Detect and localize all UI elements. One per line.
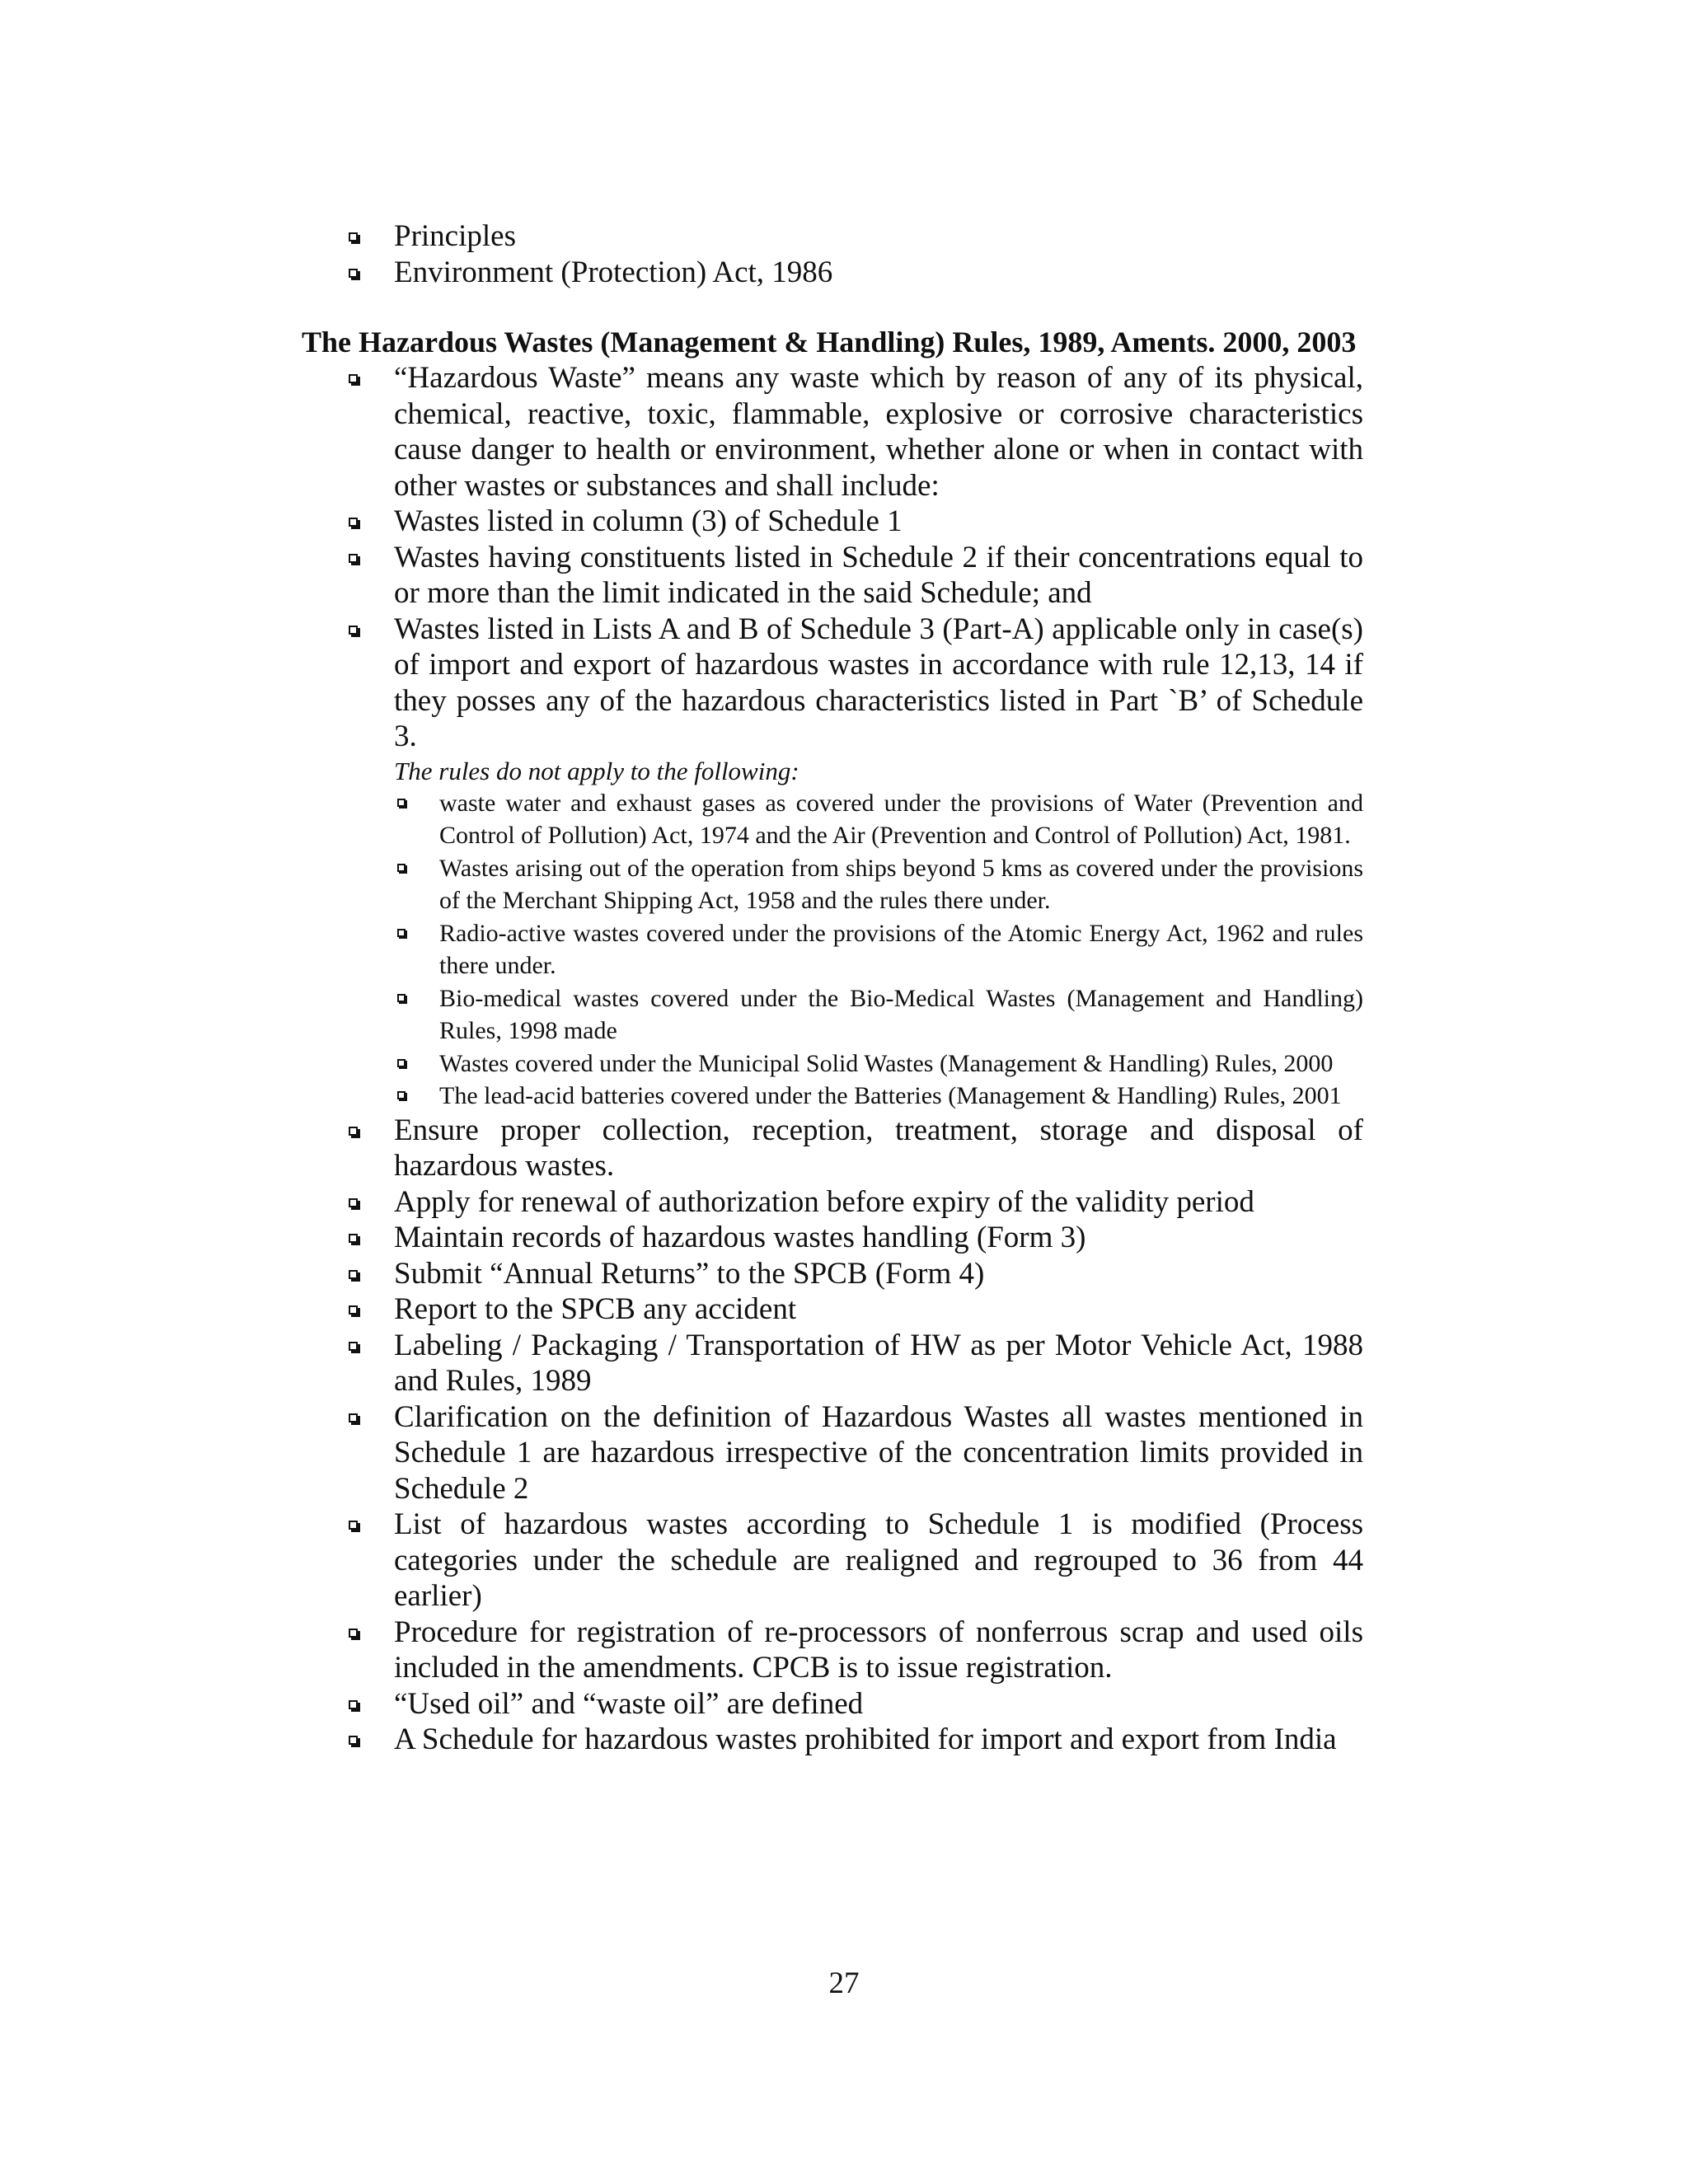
list-item: The lead-acid batteries covered under the Batteries (Management & Handling) Rules, 2001 [302, 1080, 1363, 1113]
checkbox-bullet-icon [397, 799, 406, 807]
list-item: Wastes having constituents listed in Schedule 2 if their concentrations equal to or more than the limit indicated in the said Schedule; and [302, 540, 1363, 612]
checkbox-bullet-icon [349, 518, 358, 527]
list-item: Wastes listed in Lists A and B of Schedule 3 (Part-A) applicable only in case(s) of import and export of hazardous wastes in accordance with rule 12,13, 14 if they posses any of the hazardous characteristics listed in Part `B’ of Schedule 3. [302, 612, 1363, 755]
checkbox-bullet-icon [397, 994, 406, 1002]
list-item: “Hazardous Waste” means any waste which by reason of any of its physical, chemical, reactive, toxic, flammable, explosive or corrosive characteristics cause danger to health or environment, whether alone or when in contact with other wastes or substances and shall include: [302, 360, 1363, 504]
list-item: Maintain records of hazardous wastes handling (Form 3) [302, 1220, 1363, 1256]
checkbox-bullet-icon [349, 1305, 358, 1315]
list-item: “Used oil” and “waste oil” are defined [302, 1686, 1363, 1722]
list-item: Wastes listed in column (3) of Schedule 1 [302, 504, 1363, 540]
checkbox-bullet-icon [349, 1413, 358, 1422]
rules-exclusion-note: The rules do not apply to the following: [394, 756, 799, 785]
page-number: 27 [828, 1966, 860, 2000]
intro-list [302, 218, 1363, 290]
checkbox-bullet-icon [349, 1629, 358, 1638]
checkbox-bullet-icon [349, 374, 358, 383]
list-item: waste water and exhaust gases as covered under the provisions of Water (Prevention and Control of Pollution) Act, 1974 and the Air (Prevention and Control of Pollution) Act, 1981. [302, 787, 1363, 852]
checkbox-bullet-icon [349, 1736, 358, 1745]
checkbox-bullet-icon [397, 1091, 406, 1099]
checkbox-bullet-icon [349, 1342, 358, 1351]
definition-list [302, 360, 1363, 755]
checkbox-bullet-icon [349, 1127, 358, 1136]
duty-list [302, 1113, 1363, 1758]
list-item: List of hazardous wastes according to Schedule 1 is modified (Process categories under the schedule are realigned and regrouped to 36 from 44 earlier) [302, 1507, 1363, 1615]
list-item: Environment (Protection) Act, 1986 [302, 255, 1363, 291]
list-item: Wastes arising out of the operation from ships beyond 5 kms as covered under the provisions of the Merchant Shipping Act, 1958 and the rules there under. [302, 852, 1363, 917]
checkbox-bullet-icon [397, 929, 406, 937]
checkbox-bullet-icon [349, 1270, 358, 1279]
checkbox-bullet-icon [349, 269, 358, 278]
section-heading: The Hazardous Wastes (Management & Handling) Rules, 1989, Aments. 2000, 2003 [302, 326, 1357, 359]
exclusion-list [302, 787, 1363, 1113]
list-item: Procedure for registration of re-processors of nonferrous scrap and used oils included in the amendments. CPCB is to issue registration. [302, 1615, 1363, 1686]
checkbox-bullet-icon [397, 1059, 406, 1067]
list-item: Clarification on the definition of Hazardous Wastes all wastes mentioned in Schedule 1 are hazardous irrespective of the concentration limits provided in Schedule 2 [302, 1399, 1363, 1507]
list-item: A Schedule for hazardous wastes prohibited for import and export from India [302, 1722, 1363, 1758]
checkbox-bullet-icon [349, 1234, 358, 1243]
checkbox-bullet-icon [349, 626, 358, 635]
list-item: Submit “Annual Returns” to the SPCB (Form 4) [302, 1256, 1363, 1292]
page-content [302, 218, 1363, 1758]
list-item: Wastes covered under the Municipal Solid Wastes (Management & Handling) Rules, 2000 [302, 1047, 1363, 1080]
list-item: Principles [302, 218, 1363, 255]
list-item: Radio-active wastes covered under the provisions of the Atomic Energy Act, 1962 and rules there under. [302, 917, 1363, 982]
checkbox-bullet-icon [397, 864, 406, 872]
list-item: Report to the SPCB any accident [302, 1291, 1363, 1328]
list-item: Bio-medical wastes covered under the Bio-Medical Wastes (Management and Handling) Rules, 1998 made [302, 982, 1363, 1047]
checkbox-bullet-icon [349, 232, 358, 241]
checkbox-bullet-icon [349, 1198, 358, 1207]
checkbox-bullet-icon [349, 554, 358, 563]
checkbox-bullet-icon [349, 1521, 358, 1530]
checkbox-bullet-icon [349, 1700, 358, 1709]
list-item: Apply for renewal of authorization before expiry of the validity period [302, 1184, 1363, 1221]
list-item: Labeling / Packaging / Transportation of HW as per Motor Vehicle Act, 1988 and Rules, 1989 [302, 1328, 1363, 1399]
list-item: Ensure proper collection, reception, treatment, storage and disposal of hazardous wastes. [302, 1113, 1363, 1184]
